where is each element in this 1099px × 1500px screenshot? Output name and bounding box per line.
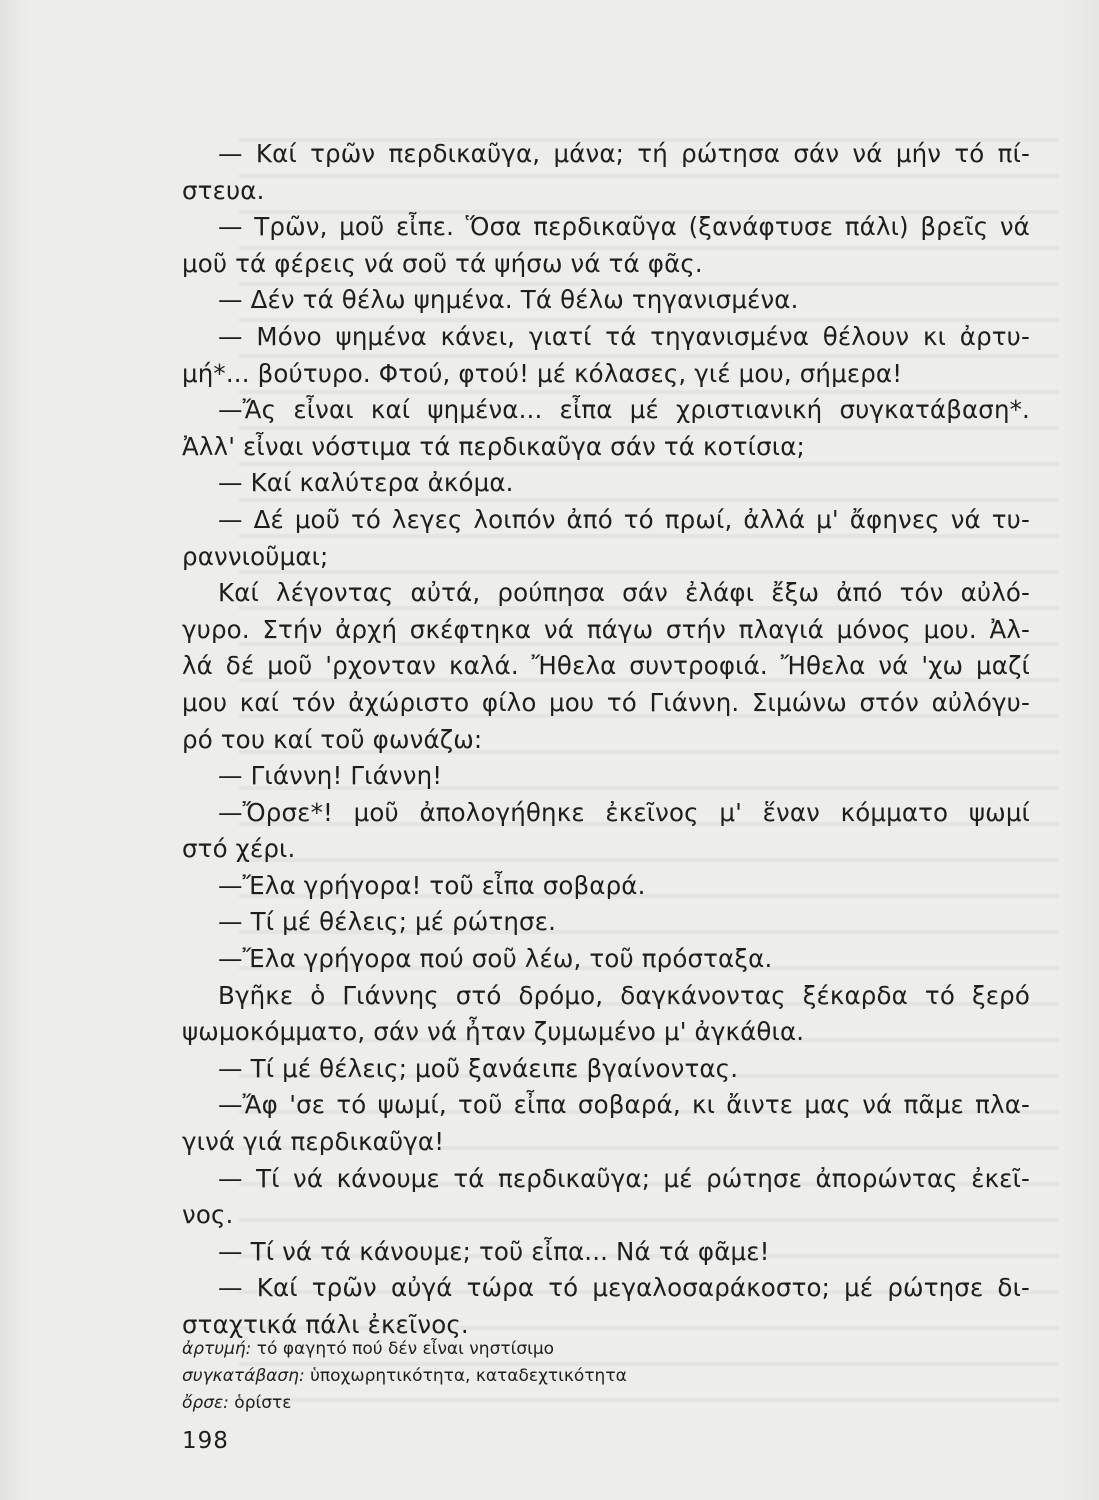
footnote-term: ἀρτυμή: <box>182 1339 252 1359</box>
text-line: — Καί καλύτερα ἀκόμα. <box>218 468 514 498</box>
footnote <box>182 1363 982 1390</box>
body-text <box>182 136 1030 1344</box>
footnote <box>182 1390 982 1417</box>
text-line: λά δέ μοῦ 'ρχονταν καλά. Ἤθελα συντροφιά. Ἤθελα νά 'χω μαζί <box>182 651 1030 681</box>
text-line: — Μόνο ψημένα κάνει, γιατί τά τηγανισμένα θέλουν κι ἀρτυ- <box>218 321 1030 351</box>
footnote-definition: τό φαγητό πού δέν εἶναι νηστίσιμο <box>256 1339 555 1359</box>
text-line: — Τί νά τά κάνουμε; τοῦ εἶπα... Νά τά φᾶμε! <box>218 1236 770 1266</box>
text-line: νος. <box>182 1200 234 1230</box>
text-line: ρό του καί τοῦ φωνάζω: <box>182 724 483 754</box>
text-line: γινά γιά περδικαῦγα! <box>182 1127 445 1157</box>
text-line: —Ὄρσε*! μοῦ ἀπολογήθηκε ἐκεῖνος μ' ἕναν κόμματο ψωμί <box>218 797 1030 827</box>
text-line: Καί λέγοντας αὐτά, ρούπησα σάν ἐλάφι ἔξω ἀπό τόν αὐλό- <box>218 578 1030 608</box>
text-line: μοῦ τά φέρεις νά σοῦ τά ψήσω νά τά φᾶς. <box>182 248 703 278</box>
text-line: —Ἔλα γρήγορα! τοῦ εἶπα σοβαρά. <box>218 870 646 900</box>
text-line: Βγῆκε ὁ Γιάννης στό δρόμο, δαγκάνοντας ξέκαρδα τό ξερό <box>218 980 1030 1010</box>
text-line: — Τρῶν, μοῦ εἶπε. Ὅσα περδικαῦγα (ξανάφτυσε πάλι) βρεῖς νά <box>218 212 1030 242</box>
text-line: — Καί τρῶν περδικαῦγα, μάνα; τή ρώτησα σάν νά μήν τό πί- <box>218 139 1030 168</box>
text-line: —Ἔλα γρήγορα πού σοῦ λέω, τοῦ πρόσταξα. <box>218 944 773 974</box>
text-line: στευα. <box>182 175 265 205</box>
text-line: ψωμοκόμματο, σάν νά ἦταν ζυμωμένο μ' ἀγκάθια. <box>182 1017 805 1047</box>
page-number: 198 <box>182 1428 229 1454</box>
text-line: γυρο. Στήν ἀρχή σκέφτηκα νά πάγω στήν πλαγιά μόνος μου. Ἀλ- <box>182 614 1030 644</box>
footnote-term: ὄρσε: <box>182 1393 229 1413</box>
footnotes <box>182 1336 982 1417</box>
text-line: Ἀλλ' εἶναι νόστιμα τά περδικαῦγα σάν τά κοτίσια; <box>182 431 805 461</box>
text-line: — Δέ μοῦ τό λεγες λοιπόν ἀπό τό πρωί, ἀλλά μ' ἄφηνες νά τυ- <box>218 504 1030 534</box>
text-line: στό χέρι. <box>182 834 296 864</box>
text-line: — Τί νά κάνουμε τά περδικαῦγα; μέ ρώτησε ἀπορώντας ἐκεῖ- <box>218 1163 1030 1193</box>
text-line: μή*... βούτυρο. Φτού, φτού! μέ κόλασες, γιέ μου, σήμερα! <box>182 358 903 388</box>
text-line: — Καί τρῶν αὐγά τώρα τό μεγαλοσαράκοστο; μέ ρώτησε δι- <box>218 1273 1030 1303</box>
text-line: —Ἄφ 'σε τό ψωμί, τοῦ εἶπα σοβαρά, κι ἄιντε μας νά πᾶμε πλα- <box>218 1090 1030 1120</box>
text-line: ραννιοῦμαι; <box>182 541 329 571</box>
text-line: — Γιάννη! Γιάννη! <box>218 761 443 791</box>
footnote-term: συγκατάβαση: <box>182 1366 305 1386</box>
footnote <box>182 1336 982 1363</box>
footnote-definition: ὑποχωρητικότητα, καταδεχτικότητα <box>310 1366 627 1386</box>
text-line: — Τί μέ θέλεις; μοῦ ξανάειπε βγαίνοντας. <box>218 1053 739 1083</box>
text-line: σταχτικά πάλι ἐκεῖνος. <box>182 1310 469 1339</box>
text-line: — Τί μέ θέλεις; μέ ρώτησε. <box>218 907 557 937</box>
footnote-definition: ὁρίστε <box>234 1393 292 1413</box>
text-line: μου καί τόν ἀχώριστο φίλο μου τό Γιάννη. Σιμώνω στόν αὐλόγυ- <box>182 687 1030 717</box>
text-line: —Ἄς εἶναι καί ψημένα... εἶπα μέ χριστιανική συγκατάβαση*. <box>218 395 1030 425</box>
text-line: — Δέν τά θέλω ψημένα. Τά θέλω τηγανισμένα. <box>218 285 799 315</box>
